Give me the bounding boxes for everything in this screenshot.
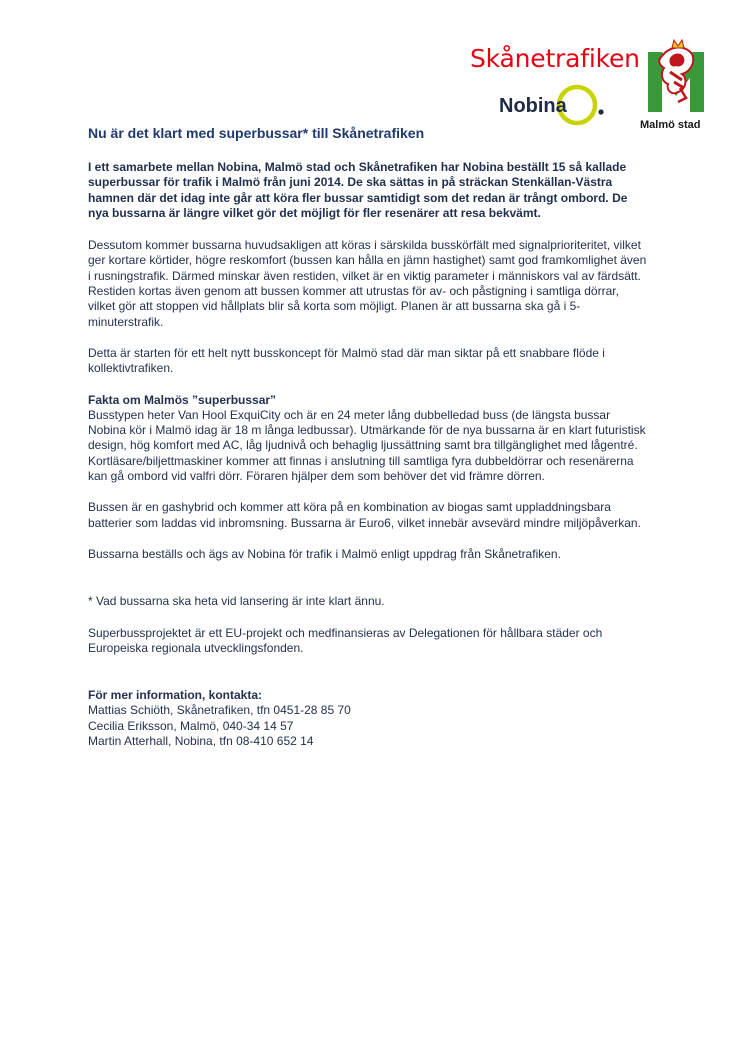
footnote: * Vad bussarna ska heta vid lansering är inte klart ännu.: [88, 594, 385, 609]
facts-paragraph: Busstypen heter Van Hool ExquiCity och är en 24 meter lång dubbelledad buss (de längsta bussar Nobina kör i Malmö idag är 18 m långa ledbussar). Utmärkande för de nya bussarna är en klart futuristisk design, hög komfort med AC, låg ljudnivå och behaglig ljussättning samt bra tillgänglighet med lågentré. Kortläsare/biljettmaskiner kommer att finnas i anslutning till samtliga fyra dubbeldörrar och resenärerna kan gå ombord vid valfri dörr. Föraren hjälper dem som behöver det vid främre dörren.: [88, 407, 646, 484]
contact-line: Cecilia Eriksson, Malmö, 040-34 14 57: [88, 718, 294, 733]
contacts-list: [88, 703, 648, 749]
malmo-coat-of-arms-icon: [640, 38, 712, 116]
nobina-logo-text: Nobina: [499, 95, 567, 117]
article-paragraph: Bussarna beställs och ägs av Nobina för trafik i Malmö enligt uppdrag från Skånetrafiken.: [88, 546, 561, 561]
contact-line: Mattias Schiöth, Skånetrafiken, tfn 0451-28 85 70: [88, 703, 351, 718]
article-paragraph: Dessutom kommer bussarna huvudsakligen att köras i särskilda busskörfält med signalprioriteritet, vilket ger kortare körtider, högre reskomfort (bussen kan hålla en jämn hastighet) samt god framkomlighet även i rusningstrafik. Därmed minskar även restiden, vilket är en viktig parameter i människors val av färdsätt. Restiden kortas även genom att bussen kommer att utrustas för av- och påstigning i samtliga dörrar, vilket gör att stoppen vid hållplats blir så korta som möjligt. Planen är att bussarna ska gå i 5-minuterstrafik.: [88, 238, 647, 329]
article-lead: I ett samarbete mellan Nobina, Malmö stad och Skånetrafiken har Nobina beställt 15 så kallade superbussar för trafik i Malmö från juni 2014. De ska sättas in på sträckan Stenkällan-Västra hamnen där det idag inte går att köra fler bussar samtidigt som det redan är trångt ombord. De nya bussarna är längre vilket gör det möjligt för fler resenärer att resa bekvämt.: [88, 160, 628, 220]
malmo-stad-label: Malmö stad: [640, 119, 701, 131]
contacts-heading: För mer information, kontakta:: [88, 688, 263, 703]
press-release-body: [88, 124, 648, 749]
article-paragraph: Superbussprojektet är ett EU-projekt och medfinansieras av Delegationen för hållbara städer och Europeiska regionala utvecklingsfonden.: [88, 625, 603, 655]
skanetrafiken-logo: Skånetrafiken: [470, 44, 640, 73]
article-paragraph: Detta är starten för ett helt nytt busskoncept för Malmö stad där man siktar på ett snabbare flöde i kollektivtrafiken.: [88, 345, 605, 376]
contact-line: Martin Atterhall, Nobina, tfn 08-410 652 14: [88, 734, 314, 749]
article-title: Nu är det klart med superbussar* till Skånetrafiken: [88, 125, 425, 141]
facts-heading: Fakta om Malmös ”superbussar”: [88, 392, 277, 407]
article-paragraph: Bussen är en gashybrid och kommer att köra på en kombination av biogas samt uppladdningsbara batterier som laddas vid inbromsning. Bussarna är Euro6, vilket innebär avsevärd mindre miljöpåverkan.: [88, 500, 641, 530]
